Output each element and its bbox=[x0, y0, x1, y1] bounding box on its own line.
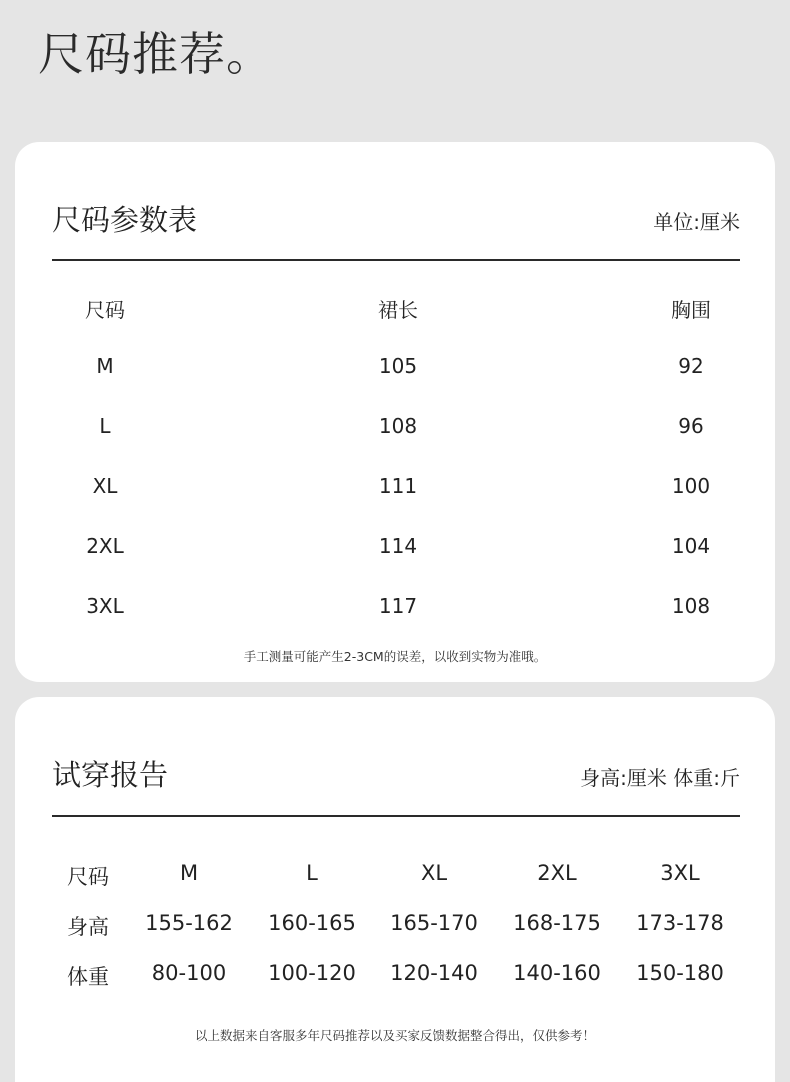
table-row bbox=[15, 588, 775, 648]
table-cell: 105 bbox=[378, 354, 418, 378]
table-cell: 120-140 bbox=[390, 961, 478, 985]
table-cell: 117 bbox=[378, 594, 418, 618]
table-cell: 100 bbox=[671, 474, 711, 498]
fit-report-unit: 身高:厘米 体重:斤 bbox=[580, 766, 740, 790]
fit-report-card bbox=[15, 697, 775, 1082]
table-cell: 140-160 bbox=[513, 961, 601, 985]
table-cell: 155-162 bbox=[145, 911, 233, 935]
table-cell: 2XL bbox=[537, 861, 577, 885]
table-cell: 160-165 bbox=[268, 911, 356, 935]
table-header-row bbox=[15, 288, 775, 348]
row-label: 尺码 bbox=[67, 865, 109, 889]
table-cell: 114 bbox=[378, 534, 418, 558]
table-row bbox=[15, 468, 775, 528]
table-cell: 111 bbox=[378, 474, 418, 498]
table-cell: XL bbox=[420, 861, 448, 885]
table-row bbox=[15, 957, 775, 1007]
row-label: 体重 bbox=[67, 965, 109, 989]
divider bbox=[52, 815, 740, 817]
size-table-unit: 单位:厘米 bbox=[653, 210, 740, 234]
table-cell: M bbox=[96, 354, 114, 378]
table-row bbox=[15, 907, 775, 957]
header-cell-length: 裙长 bbox=[378, 298, 418, 322]
table-cell: 173-178 bbox=[636, 911, 724, 935]
header-cell-size: 尺码 bbox=[85, 298, 125, 322]
table-row bbox=[15, 408, 775, 468]
table-cell: 168-175 bbox=[513, 911, 601, 935]
size-table-title: 尺码参数表 bbox=[52, 203, 198, 237]
table-cell: M bbox=[179, 861, 199, 885]
header-cell-bust: 胸围 bbox=[671, 298, 711, 322]
table-cell: 165-170 bbox=[390, 911, 478, 935]
table-cell: 96 bbox=[678, 414, 704, 438]
table-cell: 2XL bbox=[86, 534, 124, 558]
fit-report-title: 试穿报告 bbox=[52, 758, 169, 792]
reference-note: 以上数据来自客服多年尺码推荐以及买家反馈数据整合得出，仅供参考！ bbox=[194, 1028, 595, 1043]
table-cell: XL bbox=[92, 474, 118, 498]
table-cell: 80-100 bbox=[151, 961, 227, 985]
row-label: 身高 bbox=[67, 915, 109, 939]
table-cell: 3XL bbox=[86, 594, 124, 618]
table-cell: 108 bbox=[671, 594, 711, 618]
table-cell: L bbox=[99, 414, 111, 438]
table-row bbox=[15, 528, 775, 588]
table-row bbox=[15, 348, 775, 408]
table-cell: L bbox=[306, 861, 318, 885]
table-cell: 108 bbox=[378, 414, 418, 438]
divider bbox=[52, 259, 740, 261]
table-cell: 100-120 bbox=[268, 961, 356, 985]
table-row bbox=[15, 857, 775, 907]
table-cell: 3XL bbox=[660, 861, 700, 885]
size-table bbox=[15, 288, 775, 648]
table-cell: 150-180 bbox=[636, 961, 724, 985]
page-title: 尺码推荐。 bbox=[38, 27, 273, 81]
table-cell: 92 bbox=[678, 354, 704, 378]
table-cell: 104 bbox=[671, 534, 711, 558]
measurement-note: 手工测量可能产生2-3CM的误差，以收到实物为准哦。 bbox=[243, 649, 547, 664]
fit-report-table bbox=[15, 857, 775, 1007]
size-table-card bbox=[15, 142, 775, 682]
